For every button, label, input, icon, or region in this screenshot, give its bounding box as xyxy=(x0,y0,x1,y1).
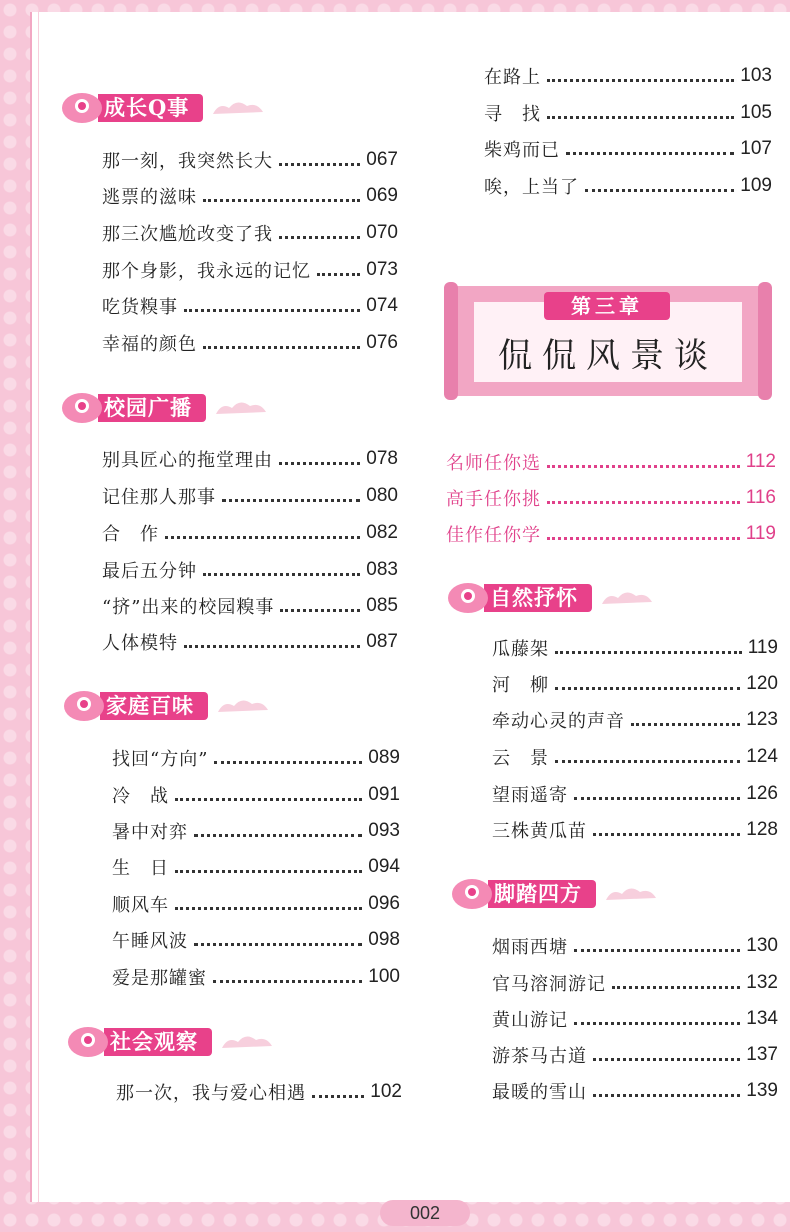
toc-entry[interactable]: 三株黄瓜苗 128 xyxy=(492,819,778,842)
section-title: 成长Q事 xyxy=(98,94,203,122)
toc-entry[interactable]: 柴鸡而已 107 xyxy=(484,138,772,161)
toc-entry[interactable]: 牵动心灵的声音 123 xyxy=(492,709,778,732)
toc-entry[interactable]: “挤”出来的校园糗事 085 xyxy=(102,595,398,618)
toc-entry[interactable]: 最暖的雪山 139 xyxy=(492,1080,778,1103)
toc-entry[interactable]: 人体模特 087 xyxy=(102,631,398,654)
toc-entry[interactable]: 佳作任你学 119 xyxy=(446,523,776,546)
cloud-ornament-icon xyxy=(602,882,660,906)
rose-emblem-icon xyxy=(60,91,104,125)
toc-entry[interactable]: 瓜藤架 119 xyxy=(492,637,778,660)
rose-emblem-icon xyxy=(62,689,106,723)
toc-entry[interactable]: 记住那人那事 080 xyxy=(102,485,398,508)
toc-entry[interactable]: 高手任你挑 116 xyxy=(446,487,776,510)
toc-entry[interactable]: 河 柳 120 xyxy=(492,673,778,696)
toc-entry[interactable]: 那个身影，我永远的记忆 073 xyxy=(102,259,398,282)
toc-entry[interactable]: 那三次尴尬改变了我 070 xyxy=(102,222,398,245)
toc-entry[interactable]: 顺风车 096 xyxy=(112,893,400,916)
toc-entry[interactable]: 生 日 094 xyxy=(112,856,400,879)
toc-entry[interactable]: 找回“方向” 089 xyxy=(112,747,400,770)
toc-entry[interactable]: 暑中对弈 093 xyxy=(112,820,400,843)
section-title: 校园广播 xyxy=(98,394,206,422)
toc-entry[interactable]: 那一次，我与爱心相遇 102 xyxy=(116,1081,402,1104)
toc-entry[interactable]: 逃票的滋味 069 xyxy=(102,185,398,208)
rose-emblem-icon xyxy=(450,877,494,911)
rose-emblem-icon xyxy=(60,391,104,425)
section-banner-nature xyxy=(446,582,656,614)
scroll-roll-left xyxy=(444,282,458,400)
cloud-ornament-icon xyxy=(598,586,656,610)
toc-entry[interactable]: 午睡风波 098 xyxy=(112,929,400,952)
toc-entry[interactable]: 那一刻，我突然长大 067 xyxy=(102,149,398,172)
cloud-ornament-icon xyxy=(218,1030,276,1054)
rose-emblem-icon xyxy=(446,581,490,615)
cloud-ornament-icon xyxy=(209,96,267,120)
toc-entry[interactable]: 官马溶洞游记 132 xyxy=(492,972,778,995)
toc-entry[interactable]: 云 景 124 xyxy=(492,746,778,769)
section-title: 自然抒怀 xyxy=(484,584,592,612)
toc-entry[interactable]: 游茶马古道 137 xyxy=(492,1044,778,1067)
scroll-roll-right xyxy=(758,282,772,400)
section-title: 社会观察 xyxy=(104,1028,212,1056)
section-title: 脚踏四方 xyxy=(488,880,596,908)
chapter-title: 侃侃风景谈 xyxy=(498,336,718,376)
toc-entry[interactable]: 寻 找 105 xyxy=(484,102,772,125)
toc-entry[interactable]: 烟雨西塘 130 xyxy=(492,935,778,958)
toc-entry[interactable]: 黄山游记 134 xyxy=(492,1008,778,1031)
chapter-label: 第三章 xyxy=(544,292,670,320)
toc-entry[interactable]: 别具匠心的拖堂理由 078 xyxy=(102,448,398,471)
rose-emblem-icon xyxy=(66,1025,110,1059)
section-banner-campus xyxy=(60,392,270,424)
section-banner-society xyxy=(66,1026,276,1058)
toc-entry[interactable]: 爱是那罐蜜 100 xyxy=(112,966,400,989)
toc-entry[interactable]: 冷 战 091 xyxy=(112,784,400,807)
cloud-ornament-icon xyxy=(212,396,270,420)
section-banner-growth xyxy=(60,92,267,124)
toc-entry[interactable]: 最后五分钟 083 xyxy=(102,559,398,582)
toc-entry[interactable]: 唉，上当了 109 xyxy=(484,175,772,198)
section-banner-travel xyxy=(450,878,660,910)
toc-entry[interactable]: 吃货糗事 074 xyxy=(102,295,398,318)
toc-entry[interactable]: 幸福的颜色 076 xyxy=(102,332,398,355)
toc-entry[interactable]: 在路上 103 xyxy=(484,65,772,88)
chapter-header xyxy=(448,286,768,396)
section-title: 家庭百味 xyxy=(100,692,208,720)
section-banner-family xyxy=(62,690,272,722)
toc-entry[interactable]: 合 作 082 xyxy=(102,522,398,545)
cloud-ornament-icon xyxy=(214,694,272,718)
toc-entry[interactable]: 名师任你选 112 xyxy=(446,451,776,474)
toc-entry[interactable]: 望雨遥寄 126 xyxy=(492,783,778,806)
page-number: 002 xyxy=(380,1200,470,1226)
